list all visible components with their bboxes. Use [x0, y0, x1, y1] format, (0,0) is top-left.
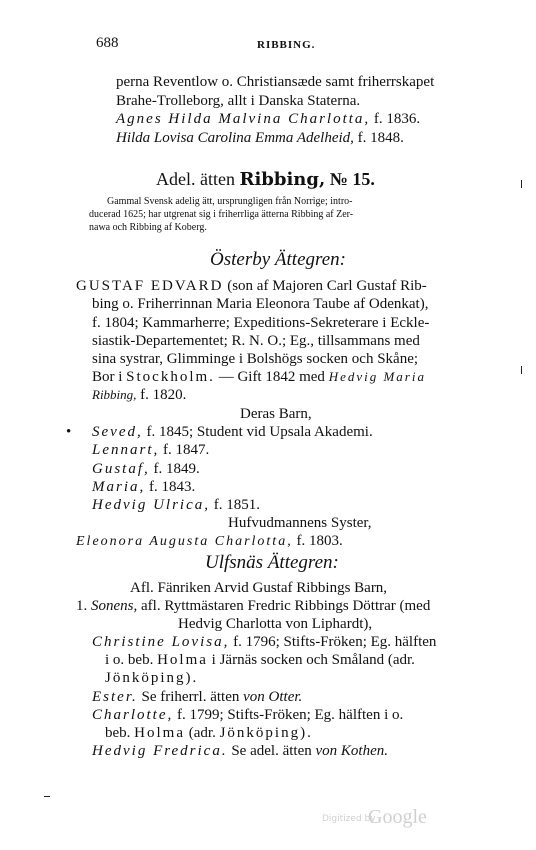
- running-title: RIBBING.: [257, 39, 316, 51]
- text-line: siastik-Departementet; R. N. O.; Eg., tillsammans med: [92, 333, 420, 349]
- heading-prefix: Adel. ätten: [156, 169, 235, 189]
- birth-year: f. 1820.: [140, 387, 187, 403]
- text-line: [116, 131, 404, 146]
- text-span: (adr.: [188, 725, 216, 741]
- person-name: Agnes Hilda Malvina Charlotta,: [116, 111, 371, 127]
- person-name: Gustaf,: [92, 461, 150, 477]
- birth-year: f. 1836.: [373, 111, 421, 127]
- text-span: (son af Majoren Carl Gustaf Rib-: [227, 278, 427, 294]
- text-span: beb.: [105, 725, 131, 741]
- margin-mark: [44, 796, 50, 797]
- text-line: Brahe-Trolleborg, allt i Danska Staterna.: [116, 93, 361, 109]
- watermark-prefix: Digitized by: [322, 814, 376, 824]
- intro-line: nawa och Ribbing af Koberg.: [89, 222, 207, 233]
- place-name: Holma: [157, 652, 208, 668]
- person-name: Hedvig Maria: [328, 369, 426, 384]
- text-span: Se adel. ätten: [231, 743, 312, 759]
- person-name: Hedvig Fredrica.: [92, 743, 228, 759]
- text-span: f. 1799; Stifts-Fröken; Eg. hälften i o.: [177, 707, 404, 723]
- text-span: von Otter.: [243, 689, 303, 705]
- person-name: Hedvig Ulrica,: [92, 497, 210, 513]
- text-line: [76, 279, 427, 294]
- person-name: Maria,: [92, 479, 146, 495]
- text-span: Bor i: [92, 369, 123, 385]
- person-name: Charlotte,: [92, 707, 174, 723]
- text-line: f. 1804; Kammarherre; Expeditions-Sekreterare i Eckle-: [92, 315, 430, 331]
- text-line: Afl. Fänriken Arvid Gustaf Ribbings Barn,: [130, 580, 388, 596]
- birth-year: f. 1847.: [163, 442, 210, 458]
- person-name: Eleonora Augusta Charlotta,: [76, 534, 293, 549]
- intro-line: Gammal Svensk adelig ätt, ursprungligen från Norrige; intro-: [107, 196, 353, 207]
- text-line: [92, 425, 373, 440]
- page-number: 688: [96, 35, 119, 51]
- text-line: [76, 534, 343, 549]
- person-name: GUSTAF EDVARD: [76, 278, 224, 294]
- text-span: Se friherrl. ätten: [141, 689, 240, 705]
- family-number: № 15.: [329, 169, 375, 189]
- person-name: Hilda Lovisa Carolina Emma Adelheid,: [116, 130, 354, 146]
- birth-year: f. 1848.: [357, 130, 404, 146]
- text-span: — Gift 1842 med: [218, 369, 325, 385]
- item-number: 1.: [76, 598, 88, 614]
- text-line: [92, 635, 436, 650]
- text-line: sina systrar, Glimminge i Bolshögs socken och Skåne;: [92, 351, 419, 367]
- intro-line: ducerad 1625; har utgrenat sig i friherrliga ätterna Ribbing af Zer-: [89, 209, 354, 220]
- text-line: [92, 443, 209, 458]
- text-line: [76, 599, 430, 614]
- birth-year: f. 1851.: [213, 497, 260, 513]
- text-line: [105, 653, 415, 668]
- birth-year: f. 1849.: [153, 461, 200, 477]
- text-line: Hedvig Charlotta von Liphardt),: [178, 616, 373, 632]
- text-line: [92, 744, 388, 759]
- margin-mark: [521, 180, 522, 188]
- family-name: Ribbing,: [239, 169, 326, 190]
- person-name: Seved,: [92, 424, 143, 440]
- text-line: [92, 370, 426, 385]
- text-line: Jönköping).: [105, 670, 199, 686]
- text-span: afl. Ryttmästaren Fredric Ribbings Döttrar (med: [141, 598, 431, 614]
- watermark-brand: Google: [368, 806, 427, 828]
- branch-title: Ulfsnäs Ättegren:: [205, 552, 339, 573]
- text-line: [92, 462, 200, 477]
- branch-title: Österby Ättegren:: [210, 249, 346, 270]
- sister-heading: Hufvudmannens Syster,: [228, 515, 372, 531]
- person-name: Christine Lovisa,: [92, 634, 230, 650]
- text-line: perna Reventlow o. Christiansæde samt friherrskapet: [116, 74, 435, 90]
- text-line: bing o. Friherrinnan Maria Eleonora Taube af Odenkat),: [92, 296, 429, 312]
- family-heading: [156, 170, 375, 189]
- margin-mark: [521, 366, 522, 374]
- birth-year: f. 1803.: [296, 533, 343, 549]
- text-line: [105, 726, 313, 741]
- text-line: [92, 690, 302, 705]
- text-line: [92, 498, 260, 513]
- place-name: Jönköping).: [219, 725, 313, 741]
- place-name: Holma: [134, 725, 185, 741]
- text-span: von Kothen.: [315, 743, 388, 759]
- text-span: f. 1845; Student vid Upsala Akademi.: [146, 424, 373, 440]
- birth-year: f. 1843.: [149, 479, 196, 495]
- person-name: Ester.: [92, 689, 138, 705]
- text-span: i Järnäs socken och Småland (adr.: [211, 652, 415, 668]
- text-span: i o. beb.: [105, 652, 154, 668]
- person-name: Lennart,: [92, 442, 160, 458]
- bullet-mark: •: [66, 424, 72, 440]
- text-line: [116, 112, 420, 127]
- person-name: Ribbing,: [92, 387, 137, 402]
- text-span: Sonens,: [91, 598, 138, 614]
- place-name: Stockholm.: [126, 369, 215, 385]
- children-heading: Deras Barn,: [240, 406, 312, 422]
- text-line: [92, 480, 195, 495]
- text-span: f. 1796; Stifts-Fröken; Eg. hälften: [233, 634, 437, 650]
- text-line: [92, 708, 403, 723]
- text-line: [92, 388, 186, 403]
